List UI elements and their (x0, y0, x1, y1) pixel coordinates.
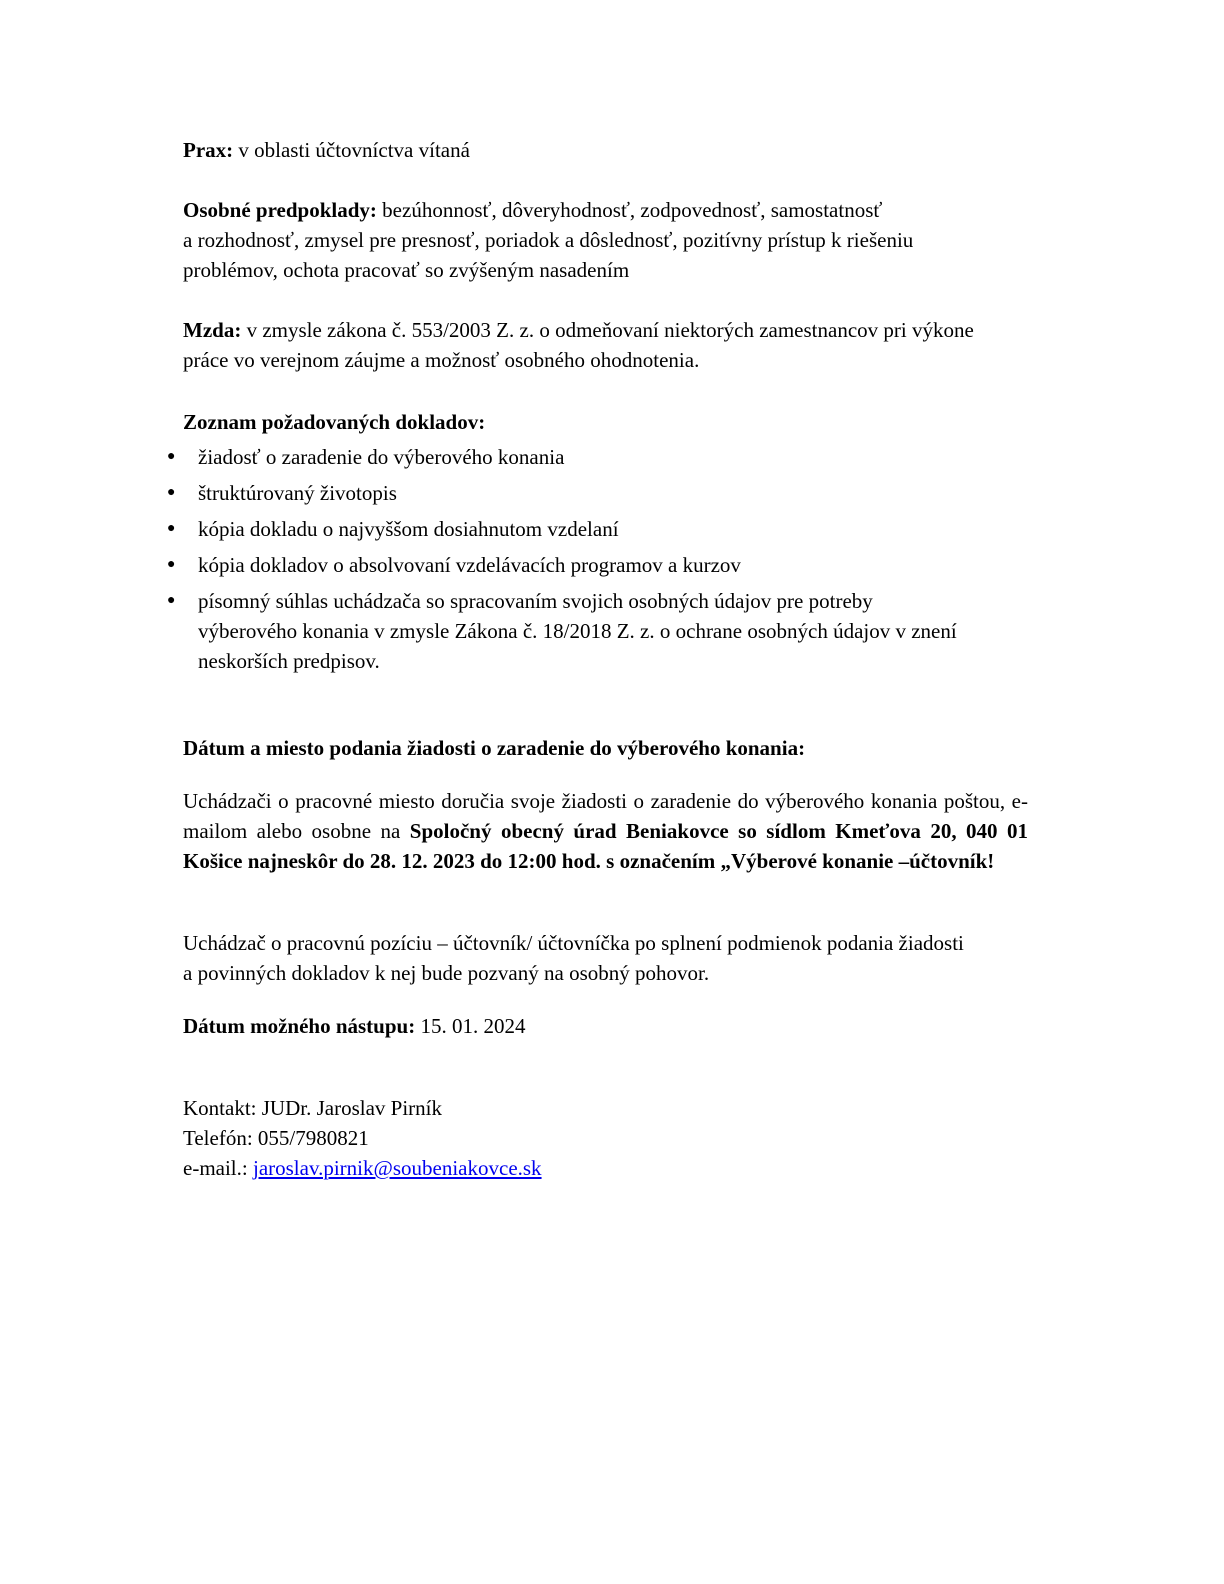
kontakt-phone: Telefón: 055/7980821 (183, 1126, 369, 1150)
list-item: ● žiadosť o zaradenie do výberového konania (183, 442, 1028, 472)
kontakt-block (183, 1093, 1028, 1183)
prax-paragraph (183, 135, 1028, 165)
nastup-label: Dátum možného nástupu: (183, 1014, 416, 1038)
nastup-value: 15. 01. 2024 (415, 1014, 526, 1038)
pohovor-paragraph (183, 928, 1028, 988)
list-item: ● štruktúrovaný životopis (183, 478, 1028, 508)
email-link[interactable]: jaroslav.pirnik@soubeniakovce.sk (252, 1156, 542, 1180)
pohovor-line2: a povinných dokladov k nej bude pozvaný na osobný pohovor. (183, 961, 710, 985)
mzda-line1: v zmysle zákona č. 553/2003 Z. z. o odmeňovaní niektorých zamestnancov pri výkone (241, 318, 974, 342)
mzda-line2: práce vo verejnom záujme a možnosť osobného ohodnotenia. (183, 348, 700, 372)
doklady-heading: Zoznam požadovaných dokladov: (183, 410, 486, 434)
podanie-text-bold: Spoločný obecný úrad Beniakovce so sídlom Kmeťova 20, 040 01 Košice najneskôr do 28. 12. 2023 do 12:00 hod. s označením „Výberové konanie –účtovník! (183, 819, 1028, 873)
list-item: ● kópia dokladu o najvyššom dosiahnutom vzdelaní (183, 514, 1028, 544)
bullet-icon: ● (167, 449, 176, 464)
osobne-predpoklady-paragraph (183, 195, 1028, 285)
kontakt-name: Kontakt: JUDr. Jaroslav Pirník (183, 1096, 442, 1120)
prax-text: v oblasti účtovníctva vítaná (233, 138, 470, 162)
list-item: ● písomný súhlas uchádzača so spracovaním svojich osobných údajov pre potreby výberového konania v zmysle Zákona č. 18/2018 Z. z. o ochrane osobných údajov v znení neskorších predpisov. (183, 586, 1028, 676)
osobne-line1: bezúhonnosť, dôveryhodnosť, zodpovednosť, samostatnosť (376, 198, 883, 222)
osobne-line2: a rozhodnosť, zmysel pre presnosť, poriadok a dôslednosť, pozitívny prístup k riešeniu (183, 228, 914, 252)
pohovor-line1: Uchádzač o pracovnú pozíciu – účtovník/ účtovníčka po splnení podmienok podania žiadosti (183, 931, 964, 955)
prax-label: Prax: (183, 138, 234, 162)
bullet-icon: ● (167, 593, 176, 608)
nastup-paragraph (183, 1011, 1028, 1041)
list-item: ● kópia dokladov o absolvovaní vzdelávacích programov a kurzov (183, 550, 1028, 580)
bullet-icon: ● (167, 557, 176, 572)
doklady-list (167, 442, 1028, 682)
podanie-text: Uchádzači o pracovné miesto doručia svoje žiadosti o zaradenie do výberového konania poštou, e-mailom alebo osobne na (183, 789, 1028, 843)
kontakt-email-label: e-mail.: (183, 1156, 253, 1180)
mzda-label: Mzda: (183, 318, 242, 342)
podanie-heading: Dátum a miesto podania žiadosti o zaradenie do výberového konania: (183, 736, 806, 760)
podanie-paragraph (183, 786, 1028, 876)
osobne-label: Osobné predpoklady: (183, 198, 377, 222)
bullet-icon: ● (167, 521, 176, 536)
bullet-icon: ● (167, 485, 176, 500)
mzda-paragraph (183, 315, 1028, 375)
osobne-line3: problémov, ochota pracovať so zvýšeným nasadením (183, 258, 630, 282)
